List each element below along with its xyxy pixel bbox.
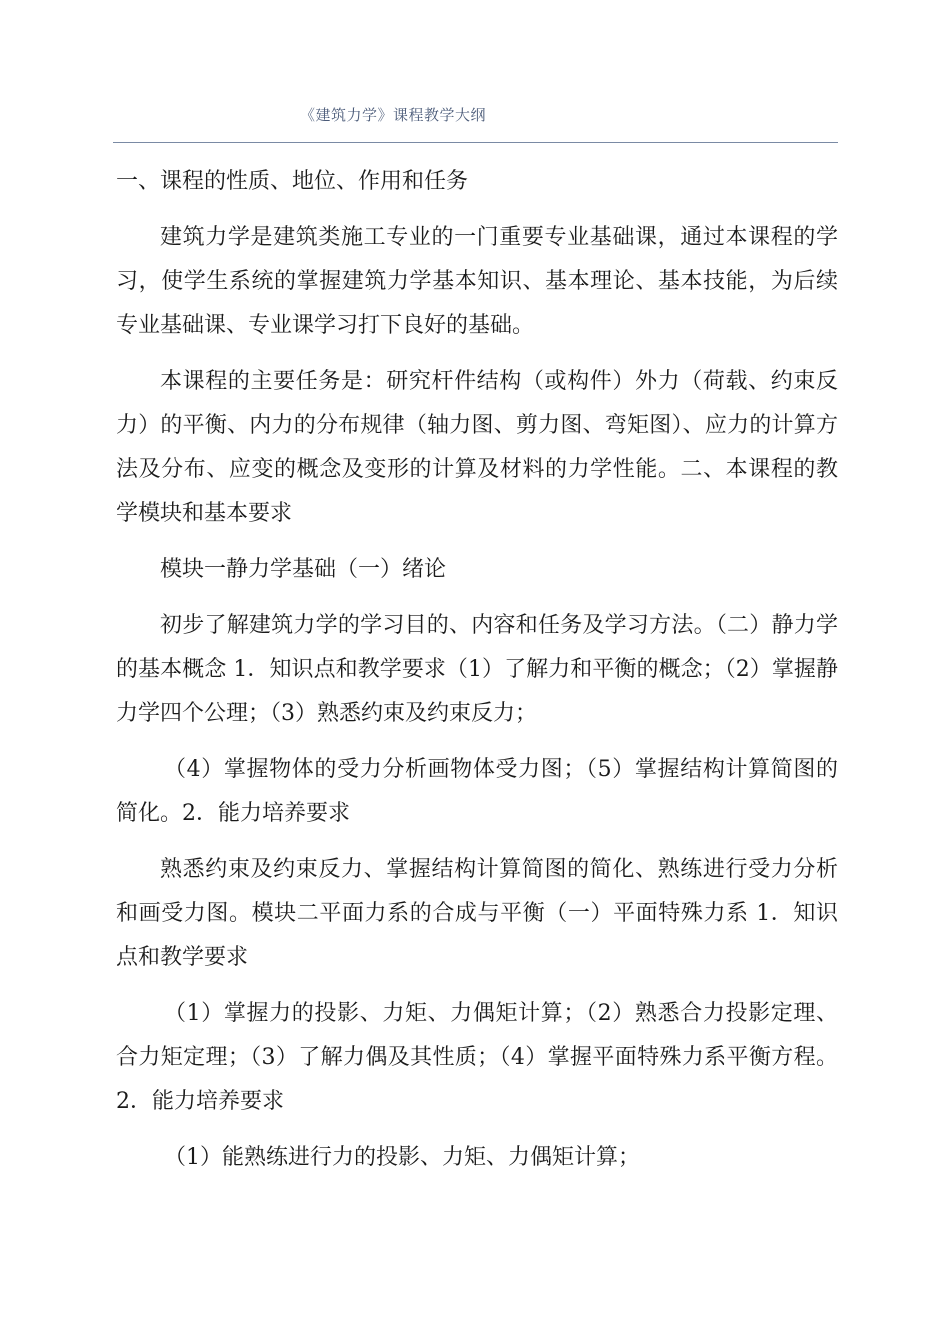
header-divider <box>113 142 838 143</box>
section-heading: 一、课程的性质、地位、作用和任务 <box>116 169 469 194</box>
document-body <box>116 160 838 1192</box>
paragraph-ability-item-one: （1）能熟练进行力的投影、力矩、力偶矩计算； <box>164 1145 640 1170</box>
paragraph-plane-force-requirements: （1）掌握力的投影、力矩、力偶矩计算；（2）熟悉合力投影定理、合力矩定理；（3）了解力偶及其性质；（4）掌握平面特殊力系平衡方程。2．能力培养要求 <box>116 1001 838 1114</box>
paragraph-course-tasks: 本课程的主要任务是：研究杆件结构（或构件）外力（荷载、约束反力）的平衡、内力的分布规律（轴力图、剪力图、弯矩图）、应力的计算方法及分布、应变的概念及变形的计算及材料的力学性能。二、本课程的教学模块和基本要求 <box>116 369 838 526</box>
document-header-title: 《建筑力学》课程教学大纲 <box>300 106 487 124</box>
paragraph-course-nature: 建筑力学是建筑类施工专业的一门重要专业基础课，通过本课程的学习，使学生系统的掌握建筑力学基本知识、基本理论、基本技能，为后续专业基础课、专业课学习打下良好的基础。 <box>116 225 838 338</box>
paragraph-module-one: 模块一静力学基础（一）绪论 <box>160 557 447 582</box>
paragraph-ability-module-two: 熟悉约束及约束反力、掌握结构计算简图的简化、熟练进行受力分析和画受力图。模块二平面力系的合成与平衡（一）平面特殊力系 1．知识点和教学要求 <box>116 857 838 970</box>
paragraph-force-analysis: （4）掌握物体的受力分析画物体受力图；（5）掌握结构计算简图的简化。2．能力培养要求 <box>116 757 838 826</box>
paragraph-intro-requirements: 初步了解建筑力学的学习目的、内容和任务及学习方法。（二）静力学的基本概念 1．知识点和教学要求（1）了解力和平衡的概念；（2）掌握静力学四个公理；（3）熟悉约束及约束反力； <box>116 613 838 726</box>
